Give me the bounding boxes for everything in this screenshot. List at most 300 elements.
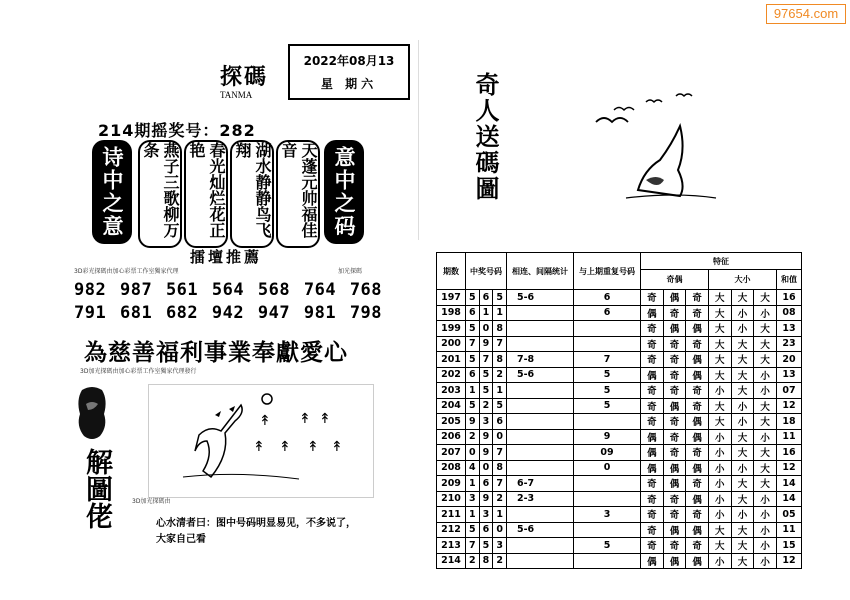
big-small-cell: 小 (731, 414, 754, 430)
big-small-cell: 小 (708, 476, 731, 492)
big-small-cell: 小 (754, 491, 777, 507)
digit-cell: 6 (479, 476, 493, 492)
odd-even-cell: 奇 (641, 352, 664, 368)
period-cell: 199 (437, 321, 466, 337)
odd-even-cell: 奇 (686, 290, 709, 306)
odd-even-cell: 奇 (641, 321, 664, 337)
digit-cell: 3 (493, 538, 507, 554)
sum-cell: 23 (777, 336, 802, 352)
big-small-cell: 大 (731, 290, 754, 306)
consecutive-cell (507, 383, 574, 399)
sum-cell: 14 (777, 476, 802, 492)
table-row (437, 321, 802, 337)
big-small-cell: 大 (754, 414, 777, 430)
sum-cell: 05 (777, 507, 802, 523)
odd-even-cell: 奇 (641, 507, 664, 523)
odd-even-cell: 奇 (663, 305, 686, 321)
repeat-cell (574, 336, 641, 352)
digit-cell: 8 (479, 553, 493, 569)
big-small-cell: 大 (731, 445, 754, 461)
sum-cell: 18 (777, 414, 802, 430)
consecutive-cell (507, 445, 574, 461)
consecutive-cell (507, 553, 574, 569)
big-small-cell: 大 (708, 336, 731, 352)
sum-cell: 20 (777, 352, 802, 368)
col-sum: 和值 (777, 270, 802, 290)
table-row (437, 445, 802, 461)
big-small-cell: 小 (731, 398, 754, 414)
repeat-cell: 9 (574, 429, 641, 445)
period-cell: 212 (437, 522, 466, 538)
col-period: 期数 (437, 253, 466, 290)
poem-line: 天蓬元帅福佳音 (276, 140, 320, 248)
odd-even-cell: 偶 (686, 460, 709, 476)
odd-even-cell: 奇 (663, 538, 686, 554)
sum-cell: 13 (777, 321, 802, 337)
repeat-cell: 5 (574, 367, 641, 383)
tanma-subtitle: TANMA (220, 90, 253, 100)
repeat-cell: 6 (574, 290, 641, 306)
sum-cell: 12 (777, 553, 802, 569)
big-small-cell: 大 (731, 538, 754, 554)
period-cell: 213 (437, 538, 466, 554)
right-title: 奇人送碼圖 (471, 72, 500, 202)
digit-cell: 5 (479, 538, 493, 554)
digit-cell: 2 (493, 553, 507, 569)
odd-even-cell: 奇 (663, 352, 686, 368)
site-watermark: 97654.com (766, 4, 846, 24)
digit-cell: 3 (479, 414, 493, 430)
big-small-cell: 小 (754, 553, 777, 569)
period-cell: 202 (437, 367, 466, 383)
big-small-cell: 小 (731, 460, 754, 476)
big-small-cell: 小 (754, 522, 777, 538)
digit-cell: 6 (466, 367, 480, 383)
consecutive-cell: 7-8 (507, 352, 574, 368)
big-small-cell: 大 (708, 352, 731, 368)
odd-even-cell: 奇 (641, 290, 664, 306)
table-row (437, 352, 802, 368)
svg-text:↟: ↟ (279, 439, 291, 455)
consecutive-cell: 5-6 (507, 367, 574, 383)
consecutive-cell (507, 507, 574, 523)
odd-even-cell: 偶 (663, 290, 686, 306)
odd-even-cell: 偶 (641, 305, 664, 321)
riddle-note: 3D加光探碼由加心彩票工作室獨家代理發行 (80, 368, 197, 375)
digit-cell: 7 (493, 476, 507, 492)
big-small-cell: 大 (754, 476, 777, 492)
sum-cell: 12 (777, 460, 802, 476)
digit-cell: 1 (466, 383, 480, 399)
odd-even-cell: 偶 (663, 553, 686, 569)
riddle-sub-note: 3D加光探碼由 (132, 498, 171, 505)
odd-even-cell: 偶 (686, 491, 709, 507)
draw-result: 214期摇奖号：282 (98, 121, 256, 140)
digit-cell: 5 (466, 522, 480, 538)
big-small-cell: 大 (754, 352, 777, 368)
col-odd-even: 奇偶 (641, 270, 709, 290)
table-row (437, 305, 802, 321)
period-cell: 201 (437, 352, 466, 368)
number: 681 (119, 303, 153, 323)
odd-even-cell: 偶 (686, 414, 709, 430)
digit-cell: 7 (479, 352, 493, 368)
odd-even-cell: 奇 (686, 383, 709, 399)
digit-cell: 5 (466, 321, 480, 337)
number: 791 (74, 303, 107, 323)
date-text: 2022年08月13 (303, 54, 395, 68)
number: 982 (74, 280, 107, 300)
digit-cell: 0 (493, 522, 507, 538)
repeat-cell: 3 (574, 507, 641, 523)
digit-cell: 3 (466, 491, 480, 507)
sum-cell: 13 (777, 367, 802, 383)
odd-even-cell: 偶 (641, 553, 664, 569)
consecutive-cell: 6-7 (507, 476, 574, 492)
big-small-cell: 大 (731, 383, 754, 399)
odd-even-cell: 奇 (686, 336, 709, 352)
digit-cell: 6 (479, 290, 493, 306)
col-repeat: 与上期重复号码 (574, 253, 641, 290)
number: 682 (165, 303, 199, 323)
svg-text:↟: ↟ (331, 439, 343, 455)
svg-text:↟: ↟ (299, 411, 311, 427)
consecutive-cell (507, 429, 574, 445)
odd-even-cell: 奇 (686, 507, 709, 523)
big-small-cell: 大 (754, 445, 777, 461)
big-small-cell: 大 (731, 491, 754, 507)
big-small-cell: 大 (731, 336, 754, 352)
consecutive-cell (507, 414, 574, 430)
section-divider (418, 40, 419, 240)
repeat-cell (574, 522, 641, 538)
odd-even-cell: 奇 (686, 538, 709, 554)
big-small-cell: 大 (754, 398, 777, 414)
poem-left-title: 诗中之意 (92, 140, 132, 244)
odd-even-cell: 奇 (663, 429, 686, 445)
odd-even-cell: 奇 (641, 476, 664, 492)
repeat-cell: 0 (574, 460, 641, 476)
table-row (437, 522, 802, 538)
svg-text:↟: ↟ (259, 413, 271, 429)
caption-line: 大家自己看 (156, 534, 206, 545)
odd-even-cell: 偶 (663, 522, 686, 538)
repeat-cell: 7 (574, 352, 641, 368)
period-cell: 210 (437, 491, 466, 507)
big-small-cell: 大 (731, 429, 754, 445)
odd-even-cell: 奇 (663, 414, 686, 430)
table-row (437, 383, 802, 399)
big-small-cell: 大 (754, 336, 777, 352)
riddle-picture (149, 385, 373, 497)
digit-cell: 2 (466, 553, 480, 569)
repeat-cell (574, 553, 641, 569)
digit-cell: 7 (493, 445, 507, 461)
digit-cell: 1 (466, 476, 480, 492)
recommend-title: 擂壇推薦 (190, 248, 263, 266)
svg-text:↟: ↟ (307, 439, 319, 455)
period-cell: 208 (437, 460, 466, 476)
digit-cell: 9 (479, 491, 493, 507)
big-small-cell: 小 (754, 538, 777, 554)
tanma-title: 探碼 (220, 64, 269, 90)
big-small-cell: 小 (708, 553, 731, 569)
odd-even-cell: 奇 (641, 414, 664, 430)
digit-cell: 1 (493, 305, 507, 321)
sum-cell: 14 (777, 491, 802, 507)
big-small-cell: 小 (708, 445, 731, 461)
big-small-cell: 大 (731, 352, 754, 368)
digit-cell: 2 (493, 491, 507, 507)
digit-cell: 9 (466, 414, 480, 430)
digit-cell: 2 (479, 398, 493, 414)
odd-even-cell: 偶 (686, 367, 709, 383)
period-cell: 214 (437, 553, 466, 569)
odd-even-cell: 奇 (686, 398, 709, 414)
sum-cell: 08 (777, 305, 802, 321)
big-small-cell: 小 (708, 460, 731, 476)
odd-even-cell: 偶 (663, 460, 686, 476)
consecutive-cell: 5-6 (507, 522, 574, 538)
big-small-cell: 小 (708, 507, 731, 523)
riddle-vertical-title: 解圖佬 (81, 448, 112, 529)
table-row (437, 398, 802, 414)
period-cell: 204 (437, 398, 466, 414)
odd-even-cell: 奇 (641, 538, 664, 554)
period-cell: 211 (437, 507, 466, 523)
digit-cell: 5 (466, 352, 480, 368)
table-row (437, 460, 802, 476)
digit-cell: 3 (479, 507, 493, 523)
digit-cell: 5 (493, 290, 507, 306)
number: 564 (211, 280, 245, 300)
number-row-1 (74, 280, 382, 300)
poem-right-title: 意中之码 (324, 140, 364, 244)
poem-line: 春光灿烂花正艳 (184, 140, 228, 248)
sum-cell: 11 (777, 522, 802, 538)
digit-cell: 5 (493, 398, 507, 414)
digit-cell: 8 (493, 460, 507, 476)
big-small-cell: 大 (731, 522, 754, 538)
table-row (437, 507, 802, 523)
table-row (437, 429, 802, 445)
digit-cell: 0 (493, 429, 507, 445)
number: 561 (165, 280, 199, 300)
odd-even-cell: 偶 (686, 553, 709, 569)
consecutive-cell (507, 305, 574, 321)
big-small-cell: 大 (754, 290, 777, 306)
col-big-small: 大小 (708, 270, 776, 290)
portrait-image (74, 384, 110, 444)
digit-cell: 9 (479, 445, 493, 461)
odd-even-cell: 偶 (641, 429, 664, 445)
digit-cell: 9 (479, 336, 493, 352)
sum-cell: 07 (777, 383, 802, 399)
big-small-cell: 小 (708, 429, 731, 445)
big-small-cell: 大 (708, 321, 731, 337)
consecutive-cell (507, 336, 574, 352)
table-row (437, 476, 802, 492)
period-cell: 209 (437, 476, 466, 492)
big-small-cell: 大 (708, 398, 731, 414)
odd-even-cell: 奇 (641, 383, 664, 399)
number: 981 (303, 303, 337, 323)
table-row (437, 538, 802, 554)
repeat-cell: 6 (574, 305, 641, 321)
col-number: 中奖号码 (466, 253, 507, 290)
date-box (288, 44, 410, 100)
odd-even-cell: 奇 (641, 522, 664, 538)
big-small-cell: 大 (731, 553, 754, 569)
big-small-cell: 小 (754, 429, 777, 445)
col-features: 特征 (641, 253, 802, 270)
table-row (437, 367, 802, 383)
repeat-cell (574, 476, 641, 492)
digit-cell: 5 (479, 367, 493, 383)
big-small-cell: 大 (708, 305, 731, 321)
number: 987 (119, 280, 153, 300)
digit-cell: 6 (493, 414, 507, 430)
svg-text:↟: ↟ (319, 411, 331, 427)
odd-even-cell: 奇 (663, 445, 686, 461)
period-cell: 198 (437, 305, 466, 321)
digit-cell: 2 (493, 367, 507, 383)
big-small-cell: 小 (754, 507, 777, 523)
big-small-cell: 大 (708, 290, 731, 306)
big-small-cell: 大 (708, 367, 731, 383)
big-small-cell: 小 (731, 321, 754, 337)
digit-cell: 0 (479, 460, 493, 476)
big-small-cell: 小 (731, 507, 754, 523)
repeat-cell: 09 (574, 445, 641, 461)
repeat-cell: 5 (574, 398, 641, 414)
svg-text:↟: ↟ (253, 439, 265, 455)
charity-slogan: 為慈善福利事業奉獻愛心 (84, 339, 348, 366)
number: 942 (211, 303, 245, 323)
big-small-cell: 小 (754, 367, 777, 383)
odd-even-cell: 奇 (686, 445, 709, 461)
history-table (436, 252, 802, 569)
consecutive-cell: 2-3 (507, 491, 574, 507)
big-small-cell: 小 (731, 305, 754, 321)
birds-sketch (586, 86, 726, 206)
digit-cell: 7 (466, 336, 480, 352)
digit-cell: 7 (466, 538, 480, 554)
big-small-cell: 小 (708, 383, 731, 399)
odd-even-cell: 奇 (641, 398, 664, 414)
period-cell: 207 (437, 445, 466, 461)
big-small-cell: 大 (708, 538, 731, 554)
digit-cell: 7 (493, 336, 507, 352)
odd-even-cell: 奇 (663, 507, 686, 523)
digit-cell: 5 (479, 383, 493, 399)
table-header-row (437, 253, 802, 270)
period-cell: 203 (437, 383, 466, 399)
sum-cell: 12 (777, 398, 802, 414)
consecutive-cell (507, 538, 574, 554)
recommend-note: 3D彩光探碼由加心彩票工作室獨家代理 (74, 268, 179, 275)
consecutive-cell (507, 398, 574, 414)
period-cell: 200 (437, 336, 466, 352)
digit-cell: 1 (493, 507, 507, 523)
odd-even-cell: 偶 (686, 429, 709, 445)
sum-cell: 16 (777, 290, 802, 306)
table-row (437, 553, 802, 569)
number: 568 (257, 280, 291, 300)
odd-even-cell: 偶 (686, 352, 709, 368)
consecutive-cell (507, 321, 574, 337)
odd-even-cell: 奇 (663, 367, 686, 383)
period-cell: 197 (437, 290, 466, 306)
odd-even-cell: 偶 (663, 321, 686, 337)
poem-line: 湖水静静鸟飞翔 (230, 140, 274, 248)
digit-cell: 8 (493, 321, 507, 337)
weekday-text: 星 期六 (320, 77, 378, 91)
digit-cell: 4 (466, 460, 480, 476)
number: 798 (349, 303, 383, 323)
sum-cell: 15 (777, 538, 802, 554)
digit-cell: 0 (479, 321, 493, 337)
consecutive-cell: 5-6 (507, 290, 574, 306)
odd-even-cell: 偶 (686, 321, 709, 337)
odd-even-cell: 奇 (686, 305, 709, 321)
digit-cell: 9 (479, 429, 493, 445)
odd-even-cell: 奇 (663, 491, 686, 507)
odd-even-cell: 奇 (641, 336, 664, 352)
number-row-2 (74, 303, 382, 323)
odd-even-cell: 偶 (663, 398, 686, 414)
odd-even-cell: 奇 (663, 383, 686, 399)
sum-cell: 11 (777, 429, 802, 445)
table-row (437, 414, 802, 430)
table-row (437, 290, 802, 306)
table-row (437, 336, 802, 352)
digit-cell: 8 (493, 352, 507, 368)
digit-cell: 1 (493, 383, 507, 399)
number: 764 (303, 280, 337, 300)
big-small-cell: 大 (708, 414, 731, 430)
big-small-cell: 小 (754, 383, 777, 399)
caption-line: 心水清者曰：图中号码明显易见，不多说了， (156, 518, 356, 529)
period-cell: 206 (437, 429, 466, 445)
repeat-cell (574, 491, 641, 507)
odd-even-cell: 偶 (686, 522, 709, 538)
riddle-picture-frame (148, 384, 374, 498)
big-small-cell: 小 (708, 491, 731, 507)
digit-cell: 1 (479, 305, 493, 321)
recommend-note-right: 加光探碼 (338, 268, 363, 275)
repeat-cell: 5 (574, 538, 641, 554)
repeat-cell (574, 414, 641, 430)
big-small-cell: 大 (708, 522, 731, 538)
col-consecutive: 相连、间隔统计 (507, 253, 574, 290)
period-cell: 205 (437, 414, 466, 430)
big-small-cell: 大 (754, 460, 777, 476)
odd-even-cell: 偶 (641, 367, 664, 383)
odd-even-cell: 偶 (663, 476, 686, 492)
digit-cell: 1 (466, 507, 480, 523)
digit-cell: 2 (466, 429, 480, 445)
digit-cell: 0 (466, 445, 480, 461)
big-small-cell: 大 (731, 476, 754, 492)
poem-line: 燕子三歌柳万条 (138, 140, 182, 248)
odd-even-cell: 奇 (686, 476, 709, 492)
repeat-cell (574, 321, 641, 337)
digit-cell: 5 (466, 290, 480, 306)
number: 768 (349, 280, 383, 300)
digit-cell: 6 (466, 305, 480, 321)
odd-even-cell: 偶 (641, 460, 664, 476)
